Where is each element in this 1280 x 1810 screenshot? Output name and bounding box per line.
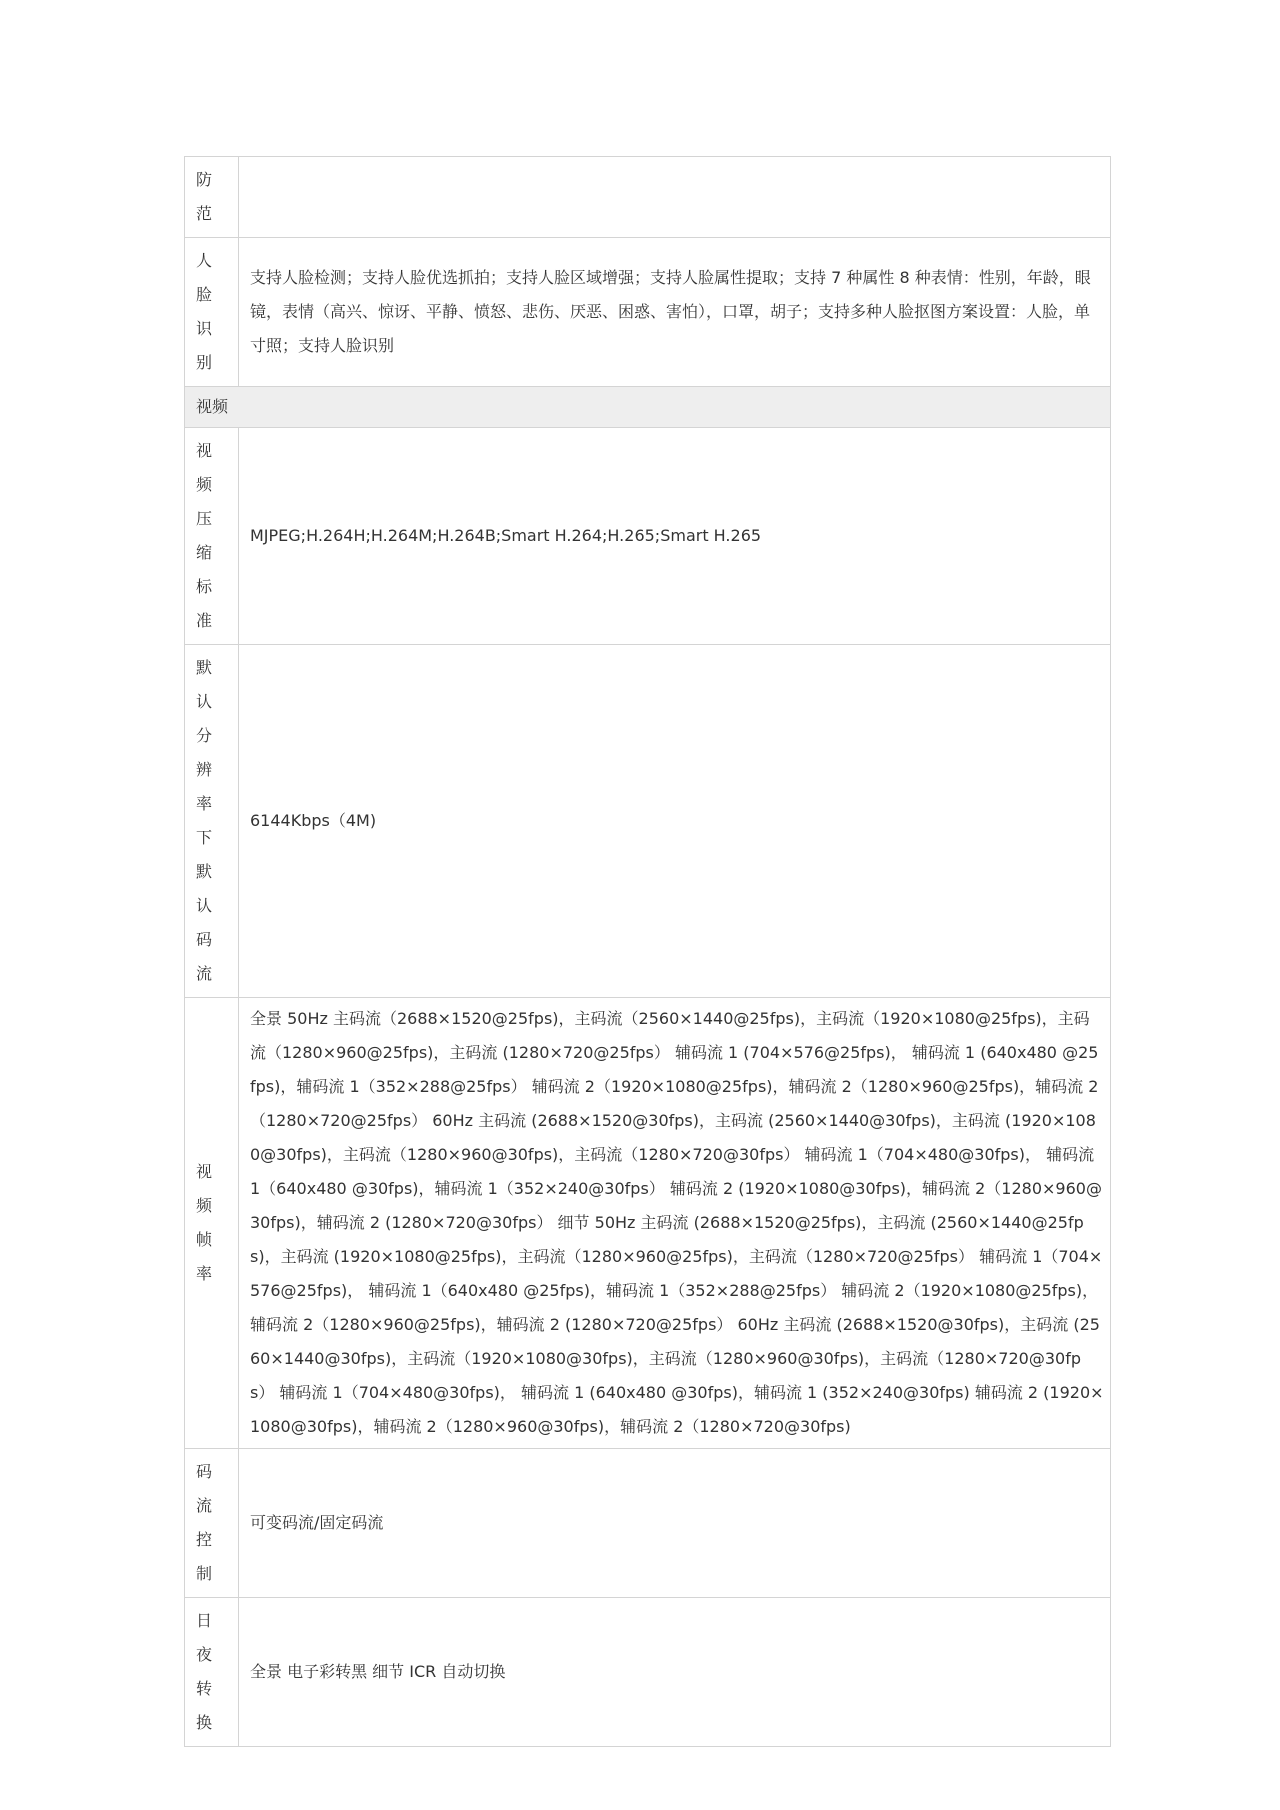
spec-label-text: 视频帧率 bbox=[196, 1162, 213, 1283]
spec-label bbox=[185, 1449, 239, 1598]
spec-label-text: 防范 bbox=[196, 170, 213, 223]
spec-value: 可变码流/固定码流 bbox=[239, 1449, 1111, 1598]
spec-row-bitrate-control bbox=[185, 1449, 1111, 1598]
spec-label bbox=[185, 1598, 239, 1747]
spec-label-text: 视频压缩标准 bbox=[196, 441, 213, 630]
spec-table bbox=[184, 156, 1111, 1747]
spec-row-default-bitrate bbox=[185, 645, 1111, 998]
section-title: 视频 bbox=[185, 387, 1111, 428]
spec-value: 全景 50Hz 主码流（2688×1520@25fps)，主码流（2560×1440@25fps)，主码流（1920×1080@25fps)，主码流（1280×960@25fps)，主码流 (1280×720@25fps） 辅码流 1 (704×576@25fps)， 辅码流 1 (640x480 @25fps)，辅码流 1（352×288@25fps） 辅码流 2（1920×1080@25fps)，辅码流 2（1280×960@25fps)，辅码流 2（1280×720@25fps） 60Hz 主码流 (2688×1520@30fps)，主码流 (2560×1440@30fps)，主码流 (1920×1080@30fps)，主码流（1280×960@30fps)，主码流（1280×720@30fps） 辅码流 1（704×480@30fps)， 辅码流 1（640x480 @30fps)，辅码流 1（352×240@30fps） 辅码流 2 (1920×1080@30fps)，辅码流 2（1280×960@30fps)，辅码流 2 (1280×720@30fps） 细节 50Hz 主码流 (2688×1520@25fps)，主码流 (2560×1440@25fps)，主码流 (1920×1080@25fps)，主码流（1280×960@25fps)，主码流（1280×720@25fps） 辅码流 1（704×576@25fps)， 辅码流 1（640x480 @25fps)，辅码流 1（352×288@25fps） 辅码流 2（1920×1080@25fps)，辅码流 2（1280×960@25fps)，辅码流 2 (1280×720@25fps） 60Hz 主码流 (2688×1520@30fps)，主码流 (2560×1440@30fps)，主码流（1920×1080@30fps)，主码流（1280×960@30fps)，主码流（1280×720@30fps） 辅码流 1（704×480@30fps)， 辅码流 1 (640x480 @30fps)，辅码流 1 (352×240@30fps) 辅码流 2 (1920×1080@30fps)，辅码流 2（1280×960@30fps)，辅码流 2（1280×720@30fps) bbox=[239, 998, 1111, 1449]
spec-value: 全景 电子彩转黑 细节 ICR 自动切换 bbox=[239, 1598, 1111, 1747]
spec-row-day-night bbox=[185, 1598, 1111, 1747]
spec-label-text: 默认分辨率下默认码流 bbox=[196, 658, 213, 983]
section-header-video bbox=[185, 387, 1111, 428]
spec-row-compression bbox=[185, 428, 1111, 645]
spec-value bbox=[239, 157, 1111, 238]
spec-label bbox=[185, 238, 239, 387]
spec-label bbox=[185, 998, 239, 1449]
spec-label-text: 日夜转换 bbox=[196, 1611, 213, 1732]
spec-row-frame-rate bbox=[185, 998, 1111, 1449]
spec-value: 6144Kbps（4M) bbox=[239, 645, 1111, 998]
spec-label-text: 码流控制 bbox=[196, 1462, 213, 1583]
spec-label bbox=[185, 428, 239, 645]
spec-value: MJPEG;H.264H;H.264M;H.264B;Smart H.264;H.265;Smart H.265 bbox=[239, 428, 1111, 645]
spec-label bbox=[185, 645, 239, 998]
spec-value: 支持人脸检测；支持人脸优选抓拍；支持人脸区域增强；支持人脸属性提取；支持 7 种属性 8 种表情：性别，年龄，眼镜，表情（高兴、惊讶、平静、愤怒、悲伤、厌恶、困惑、害怕），口罩，胡子；支持多种人脸抠图方案设置：人脸，单寸照；支持人脸识别 bbox=[239, 238, 1111, 387]
spec-row-face-recognition bbox=[185, 238, 1111, 387]
spec-label bbox=[185, 157, 239, 238]
spec-label-text: 人脸识别 bbox=[196, 251, 213, 372]
spec-row-protection bbox=[185, 157, 1111, 238]
